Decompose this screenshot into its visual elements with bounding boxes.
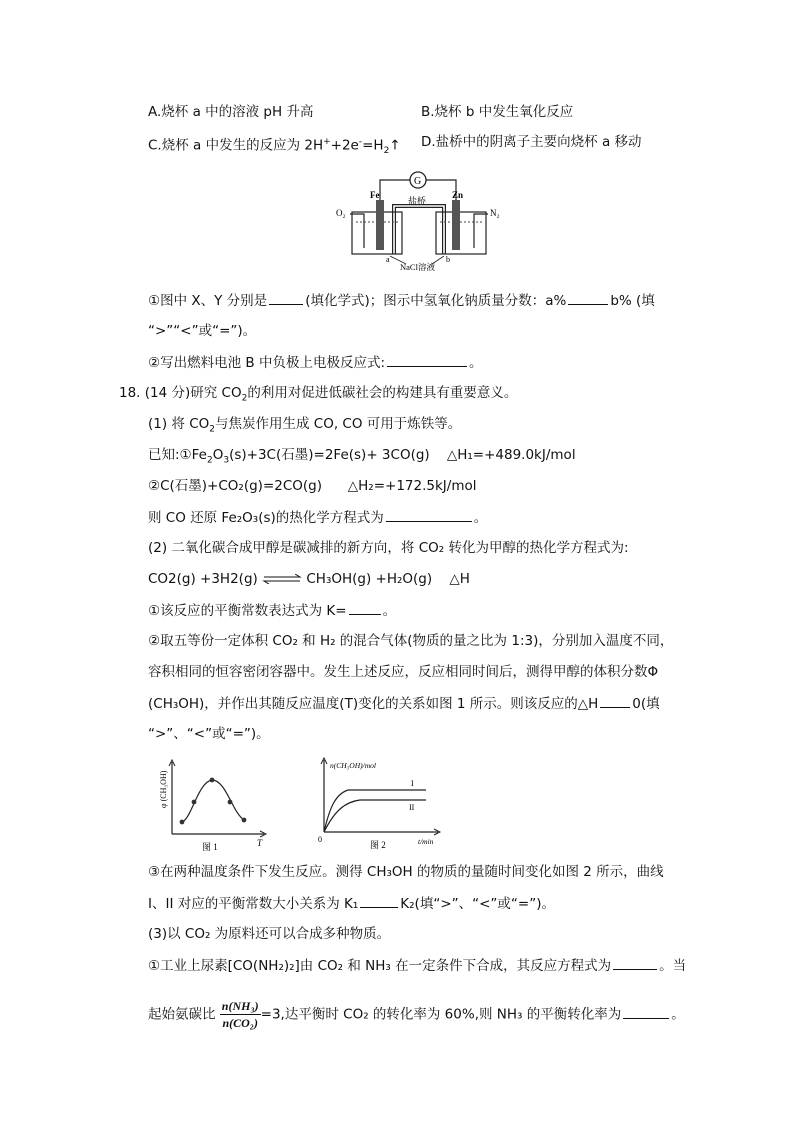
answer-blank-compare xyxy=(568,290,608,305)
q17-part2: ②写出燃料电池 B 中负极上电极反应式: 。 xyxy=(148,352,483,373)
q18-part2-intro: (2) 二氧化碳合成甲醇是碳减排的新方向，将 CO₂ 转化为甲醇的热化学方程式为: xyxy=(148,540,629,556)
option-b: B.烧杯 b 中发生氧化反应 xyxy=(421,104,574,120)
fig1-curve xyxy=(182,780,244,822)
q18-ask-1: 则 CO 还原 Fe₂O₃(s)的热化学方程式为 。 xyxy=(148,507,487,528)
nacl-solution-label: NaCl溶液 xyxy=(400,262,435,272)
q18-exp-line4: “>”、“<”或“=”)。 xyxy=(148,726,270,742)
o2-label: O₂ xyxy=(336,208,346,218)
fig1-point xyxy=(242,818,247,823)
option-d: D.盐桥中的阴离子主要向烧杯 a 移动 xyxy=(421,134,642,150)
zn-electrode xyxy=(452,200,460,250)
answer-blank-thermo-eq xyxy=(386,507,472,522)
q17-part1-line1: ①图中 X、Y 分别是 (填化学式)；图示中氢氧化钠质量分数：a% b% (填 xyxy=(148,290,655,311)
fig2-curve-ii-label: II xyxy=(409,803,415,812)
fig1-point xyxy=(210,778,215,783)
meter-label: G xyxy=(414,176,422,187)
galvanic-cell-figure xyxy=(334,168,506,272)
answer-blank-urea-eq xyxy=(613,955,657,970)
answer-blank-dh xyxy=(600,693,630,708)
figure-1-chart xyxy=(154,756,274,852)
salt-bridge-label: 盐桥 xyxy=(408,196,427,206)
q18-heading: 18. (14 分)研究 $CO_2$的利用对促进低碳社会的构建具有重要意义。 xyxy=(119,385,518,404)
q18-known-2: ②C(石墨)+CO₂(g)=2CO(g) △H₂=+172.5kJ/mol xyxy=(148,478,477,494)
n2-label: N₂ xyxy=(490,208,500,218)
fig2-origin: 0 xyxy=(318,835,322,844)
answer-blank-xy xyxy=(269,290,303,305)
fig1-point xyxy=(192,800,197,805)
q18-equation: CO2(g) +3H2(g) CH₃OH(g) +H₂O(g) △H xyxy=(148,571,470,587)
q18-urea-line2: 起始氨碳比 $\frac{\text{n(NH₃)}}{\text{n(CO₂)}}$ =3,达平衡时 CO₂ 的转化率为 60%,则 NH₃ 的平衡转化率为 。 xyxy=(148,999,685,1030)
answer-blank-k-compare xyxy=(360,893,398,908)
option-a: A.烧杯 a 中的溶液 pH 升高 xyxy=(148,104,314,120)
fig2-caption: 图 2 xyxy=(370,840,386,850)
fig1-caption: 图 1 xyxy=(202,842,218,852)
q18-part3-intro: (3)以 CO₂ 为原料还可以合成多种物质。 xyxy=(148,926,391,942)
option-c: C.烧杯 a 中发生的反应为 $2H^++2e^-=H_2↑$ xyxy=(148,137,401,157)
fig2-ylabel: n(CH₃OH)/mol xyxy=(330,761,376,770)
beaker-a-label: a xyxy=(386,255,390,264)
q18-curve-line1: ③在两种温度条件下发生反应。测得 CH₃OH 的物质的量随时间变化如图 2 所示，曲线 xyxy=(148,864,664,880)
figure-2-chart xyxy=(314,756,446,852)
beaker-b-label: b xyxy=(446,255,450,264)
answer-blank-nh3-conversion xyxy=(623,1004,669,1019)
right-electrode-label: Zn xyxy=(452,190,464,200)
q18-curve-line2: I、II 对应的平衡常数大小关系为 K₁ K₂(填“>”、“<”或“=”)。 xyxy=(148,893,555,914)
q18-exp-line3: (CH₃OH)，并作出其随反应温度(T)变化的关系如图 1 所示。则该反应的△H 0(填 xyxy=(148,693,660,714)
fe-electrode xyxy=(376,200,384,250)
fig1-xlabel: T xyxy=(257,838,263,848)
answer-blank-electrode xyxy=(387,352,467,367)
fig2-curve-i-label: I xyxy=(411,779,414,788)
q18-part1-intro: (1) 将 $CO_2$与焦炭作用生成 CO, CO 可用于炼铁等。 xyxy=(148,416,462,435)
q18-known-1: 已知$:①Fe_2O_3(s)+3C$(石墨)=2Fe(s)+ 3CO(g) △H₁=+489.0kJ/mol xyxy=(148,447,576,466)
left-electrode-label: Fe xyxy=(370,190,380,200)
q18-exp-line2: 容积相同的恒容密闭容器中。发生上述反应，反应相同时间后，测得甲醇的体积分数Φ xyxy=(148,664,659,680)
equilibrium-arrow-icon xyxy=(262,574,302,584)
q18-exp-line1: ②取五等份一定体积 CO₂ 和 H₂ 的混合气体(物质的量之比为 1:3)，分别加入温度不同， xyxy=(148,633,674,649)
answer-blank-k xyxy=(349,600,381,615)
fig1-point xyxy=(180,820,185,825)
q17-part1-line2: “>”“<”或“=”)。 xyxy=(148,323,257,339)
ammonia-carbon-ratio-fraction: $\frac{\text{n(NH₃)}}{\text{n(CO₂)}}$ xyxy=(221,999,259,1030)
q18-urea-line1: ①工业上尿素[CO(NH₂)₂]由 CO₂ 和 NH₃ 在一定条件下合成，其反应方程式为 。当 xyxy=(148,955,686,976)
q18-k-expression: ①该反应的平衡常数表达式为 K= 。 xyxy=(148,600,396,621)
fig1-point xyxy=(228,800,233,805)
fig2-xlabel: t/min xyxy=(418,837,434,846)
fig1-ylabel: φ (CH₃OH) xyxy=(159,770,168,808)
